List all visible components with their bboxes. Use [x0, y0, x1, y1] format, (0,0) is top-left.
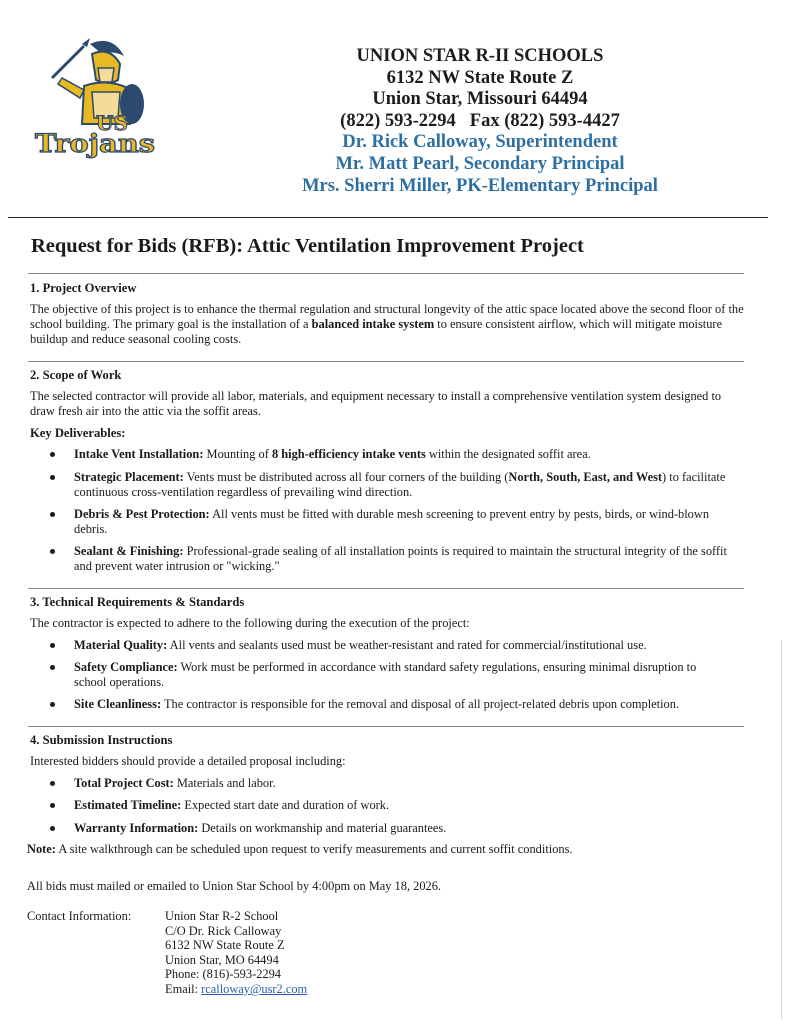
- school-fax: Fax (822) 593-4427: [469, 110, 620, 131]
- school-phone: (822) 593-2294: [340, 110, 456, 131]
- scope-intro: The selected contractor will provide all labor, materials, and equipment necessary to install a comprehensive ventilation system designed to draw fresh air into the attic via the soffit areas.: [30, 389, 722, 418]
- section-divider: [28, 588, 744, 589]
- list-item: Estimated Timeline: Expected start date and duration of work.: [50, 798, 730, 813]
- bid-deadline: All bids must mailed or emailed to Union Star School by 4:00pm on May 18, 2026.: [27, 879, 442, 893]
- letterhead-divider: [8, 217, 768, 218]
- school-street: 6132 NW State Route Z: [386, 67, 574, 88]
- letterhead: [290, 46, 670, 197]
- section-divider: [28, 361, 744, 362]
- logo-wordmark: Trojans: [35, 129, 155, 158]
- contact-line: Union Star, MO 64494: [165, 952, 279, 967]
- superintendent: Dr. Rick Calloway, Superintendent: [342, 132, 618, 153]
- submission-intro: Interested bidders should provide a detailed proposal including:: [30, 754, 346, 768]
- contact-email-link[interactable]: rcalloway@usr2.com: [201, 981, 308, 996]
- school-name: UNION STAR R-II SCHOOLS: [356, 46, 604, 66]
- scope-heading: 2. Scope of Work: [30, 368, 122, 382]
- list-item: Strategic Placement: Vents must be distributed across all four corners of the building (North, South, East, and West) to facilitate continuous cross-ventilation regardless of prevailing wind direction.: [50, 470, 730, 500]
- contact-address-block: [165, 909, 307, 997]
- contact-email-line: Email: rcalloway@usr2.com: [165, 981, 308, 996]
- list-item: Warranty Information: Details on workmanship and material guarantees.: [50, 821, 730, 836]
- list-item: Intake Vent Installation: Mounting of 8 high-efficiency intake vents within the designated soffit area.: [50, 447, 730, 462]
- scan-edge-line: [781, 640, 782, 1020]
- secondary-principal: Mr. Matt Pearl, Secondary Principal: [335, 153, 625, 174]
- list-item: Sealant & Finishing: Professional-grade sealing of all installation points is required to maintain the structural integrity of the soffit and prevent water intrusion or "wicking.": [50, 544, 730, 574]
- section-divider: [28, 726, 744, 727]
- trojans-logo: [32, 34, 160, 162]
- list-item: Debris & Pest Protection: All vents must be fitted with durable mesh screening to prevent entry by pests, birds, or wind-blown debris.: [50, 507, 730, 537]
- section-divider: [28, 273, 744, 274]
- contact-line: 6132 NW State Route Z: [165, 938, 285, 953]
- phone-fax-line: [290, 111, 670, 133]
- technical-intro: The contractor is expected to adhere to the following during the execution of the project:: [30, 616, 470, 630]
- overview-paragraph: The objective of this project is to enhance the thermal regulation and structural longevity of the attic space located above the second floor of the school building. The primary goal is the installation of a balanced intake system to ensure consistent airflow, which will mitigate moisture buildup and reduce seasonal cooling costs.: [30, 302, 744, 346]
- school-city-state: Union Star, Missouri 64494: [372, 89, 588, 110]
- list-item: Material Quality: All vents and sealants used must be weather-resistant and rated for commercial/institutional use.: [50, 638, 730, 653]
- contact-label: Contact Information:: [27, 909, 132, 923]
- submission-heading: 4. Submission Instructions: [30, 733, 173, 747]
- overview-heading: 1. Project Overview: [30, 281, 137, 295]
- logo-monogram: US: [96, 111, 128, 135]
- contact-line: Phone: (816)-593-2294: [165, 967, 281, 982]
- elementary-principal: Mrs. Sherri Miller, PK-Elementary Principal: [302, 175, 658, 196]
- trojan-warrior-mascot-icon: [32, 34, 160, 162]
- submission-note: Note: A site walkthrough can be scheduled upon request to verify measurements and current soffit conditions.: [27, 842, 573, 856]
- deliverables-heading: Key Deliverables:: [30, 426, 126, 440]
- technical-heading: 3. Technical Requirements & Standards: [30, 595, 245, 609]
- document-title: Request for Bids (RFB): Attic Ventilation Improvement Project: [31, 235, 584, 257]
- list-item: Total Project Cost: Materials and labor.: [50, 776, 730, 791]
- contact-line: C/O Dr. Rick Calloway: [165, 923, 282, 938]
- list-item: Site Cleanliness: The contractor is responsible for the removal and disposal of all project-related debris upon completion.: [50, 697, 730, 712]
- contact-line: Union Star R-2 School: [165, 909, 279, 923]
- list-item: Safety Compliance: Work must be performed in accordance with standard safety regulations, ensuring minimal disruption to school operations.: [50, 660, 730, 690]
